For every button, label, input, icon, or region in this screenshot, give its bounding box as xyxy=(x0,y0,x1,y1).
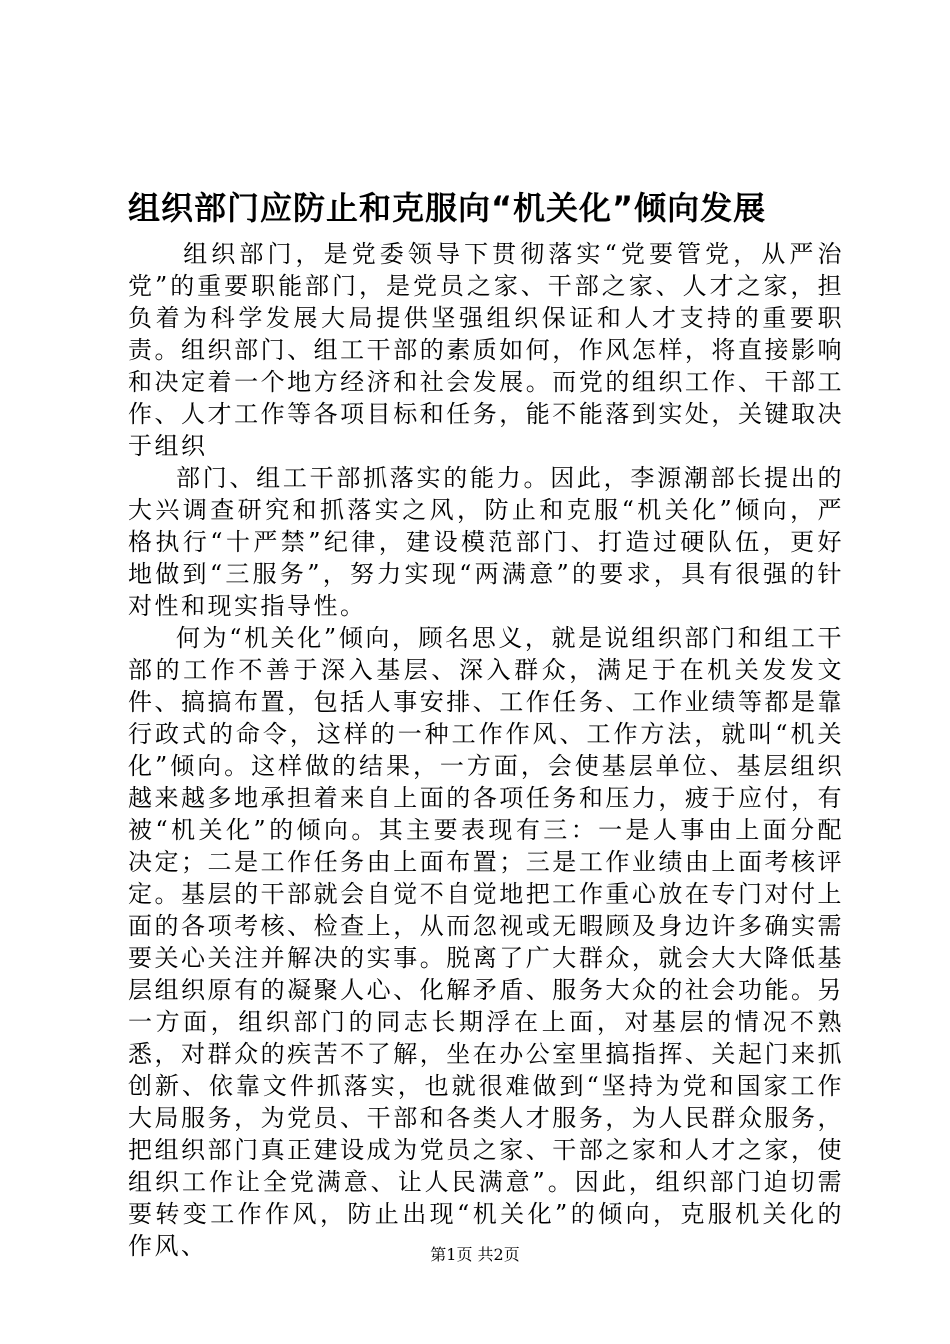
document-title: 组织部门应防止和克服向“机关化”倾向发展 xyxy=(128,189,767,227)
paragraph-3: 何为“机关化”倾向，顾名思义，就是说组织部门和组工干部的工作不善于深入基层、深入群众，满足于在机关发发文件、搞搞布置，包括人事安排、工作任务、工作业绩等都是靠行政式的命令，这样的一种工作作风、工作方法，就叫“机关化”倾向。这样做的结果，一方面，会使基层单位、基层组织越来越多地承担着来自上面的各项任务和压力，疲于应付，有被“机关化”的倾向。其主要表现有三：一是人事由上面分配决定；二是工作任务由上面布置；三是工作业绩由上面考核评定。基层的干部就会自觉不自觉地把工作重心放在专门对付上面的各项考核、检查上，从而忽视或无暇顾及身边许多确实需要关心关注并解决的实事。脱离了广大群众，就会大大降低基层组织原有的凝聚人心、化解矛盾、服务大众的社会功能。另一方面，组织部门的同志长期浮在上面，对基层的情况不熟悉，对群众的疾苦不了解，坐在办公室里搞指挥、关起门来抓创新、依靠文件抓落实，也就很难做到“坚持为党和国家工作大局服务，为党员、干部和各类人才服务，为人民群众服务，把组织部门真正建设成为党员之家、干部之家和人才之家，使组织工作让全党满意、让人民满意”。因此，组织部门迫切需要转变工作作风，防止出现“机关化”的倾向，克服机关化的作风、 xyxy=(128,624,844,1260)
page-number-footer: 第1页 共2页 xyxy=(430,1245,520,1264)
document-body xyxy=(128,238,844,1262)
paragraph-1: 组织部门，是党委领导下贯彻落实“党要管党，从严治党”的重要职能部门，是党员之家、干部之家、人才之家，担负着为科学发展大局提供坚强组织保证和人才支持的重要职责。组织部门、组工干部的素质如何，作风怎样，将直接影响和决定着一个地方经济和社会发展。而党的组织工作、干部工作、人才工作等各项目标和任务，能不能落到实处，关键取决于组织 xyxy=(128,240,844,460)
paragraph-2: 部门、组工干部抓落实的能力。因此，李源潮部长提出的大兴调查研究和抓落实之风，防止和克服“机关化”倾向，严格执行“十严禁”纪律，建设模范部门、打造过硬队伍，更好地做到“三服务”，努力实现“两满意”的要求，具有很强的针对性和现实指导性。 xyxy=(128,464,844,620)
